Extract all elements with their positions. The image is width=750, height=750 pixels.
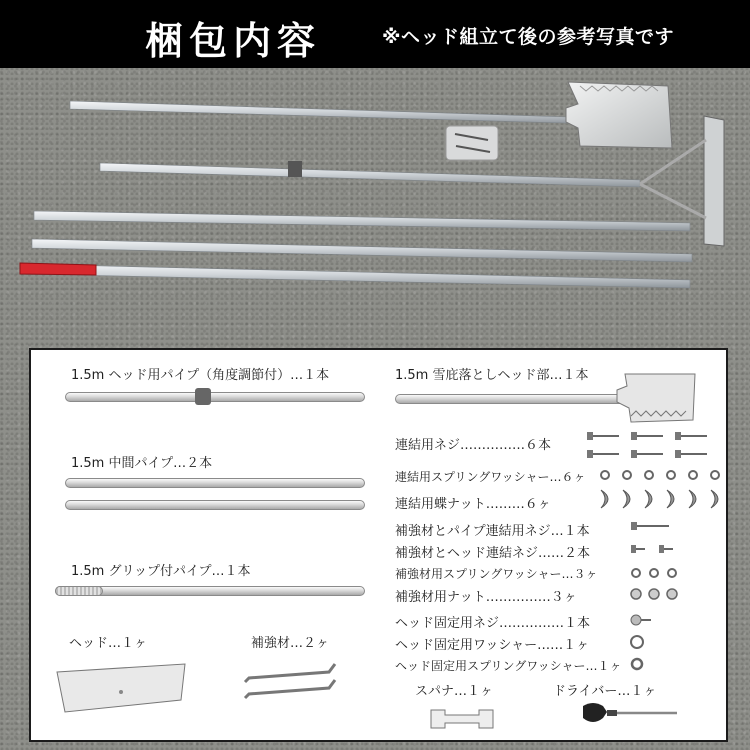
head-pipe-drawing: [65, 392, 365, 402]
part-label-grip-pipe: 1.5m グリップ付パイプ…１本: [71, 564, 251, 579]
spanner-icon: [427, 706, 497, 732]
hw-label-10: ヘッド固定用スプリングワッシャー…１ヶ: [395, 659, 622, 673]
part-label-head-pipe: 1.5m ヘッド用パイプ（角度調節付）…１本: [71, 368, 330, 383]
screwdriver-icon: [577, 698, 687, 738]
brace-drawing: [237, 658, 347, 708]
parts-list-panel: [29, 348, 728, 742]
hw-label-7: 補強材用ナット……………３ヶ: [395, 590, 577, 605]
part-label-head-unit: 1.5m 雪庇落としヘッド部…１本: [395, 368, 589, 383]
hw-label-1: 連結用ネジ……………６本: [395, 438, 552, 453]
photo-middle-pipe: [32, 239, 692, 262]
head-plate-drawing: [51, 658, 191, 714]
middle-pipe-drawing-1: [65, 478, 365, 488]
spade-head-drawing: [607, 372, 697, 424]
wing-nut-icons: [597, 486, 727, 512]
head-fix-spring-washer-icon: [629, 656, 645, 672]
brace-washer-icons: [629, 566, 689, 580]
head-fix-washer-icon: [629, 634, 645, 650]
part-label-middle-pipe: 1.5m 中間パイプ…２本: [71, 456, 213, 471]
hw-label-6: 補強材用スプリングワッシャー…３ヶ: [395, 567, 598, 581]
connecting-screw-icons: [579, 430, 719, 466]
photo-grip-pipe: [20, 263, 690, 288]
part-label-brace: 補強材…２ヶ: [251, 636, 330, 651]
brace-pipe-screw-icon: [629, 520, 675, 532]
hw-label-9: ヘッド固定用ワッシャー……１ヶ: [395, 638, 590, 653]
spring-washer-icons: [597, 468, 727, 482]
hw-label-2: 連結用スプリングワッシャー…６ヶ: [395, 470, 586, 484]
angle-joint-icon: [195, 388, 211, 405]
photo-middle-pipe: [34, 211, 690, 231]
tool-label-driver: ドライバー…１ヶ: [553, 684, 657, 699]
hw-label-4: 補強材とパイプ連結用ネジ…１本: [395, 524, 590, 539]
photo-screw-bag: [446, 126, 498, 160]
grip-icon: [55, 586, 103, 596]
head-unit-pipe-drawing: [395, 394, 635, 404]
photo-head-pipe-spade: [70, 82, 672, 148]
head-fix-screw-icon: [629, 613, 653, 627]
brace-head-screw-icons: [629, 543, 679, 555]
part-label-head: ヘッド…１ヶ: [69, 636, 148, 651]
hw-label-3: 連結用蝶ナット………６ヶ: [395, 497, 551, 512]
hw-label-5: 補強材とヘッド連結ネジ……２本: [395, 546, 591, 561]
hw-label-8: ヘッド固定用ネジ……………１本: [395, 616, 591, 631]
header-bar: [0, 0, 750, 68]
page-title: 梱包内容: [145, 19, 322, 63]
brace-nut-icons: [629, 587, 689, 601]
reference-photo-note: ※ヘッド組立て後の参考写真です: [382, 26, 674, 48]
tool-label-spanner: スパナ…１ヶ: [415, 684, 494, 699]
middle-pipe-drawing-2: [65, 500, 365, 510]
product-photo: [0, 68, 750, 340]
